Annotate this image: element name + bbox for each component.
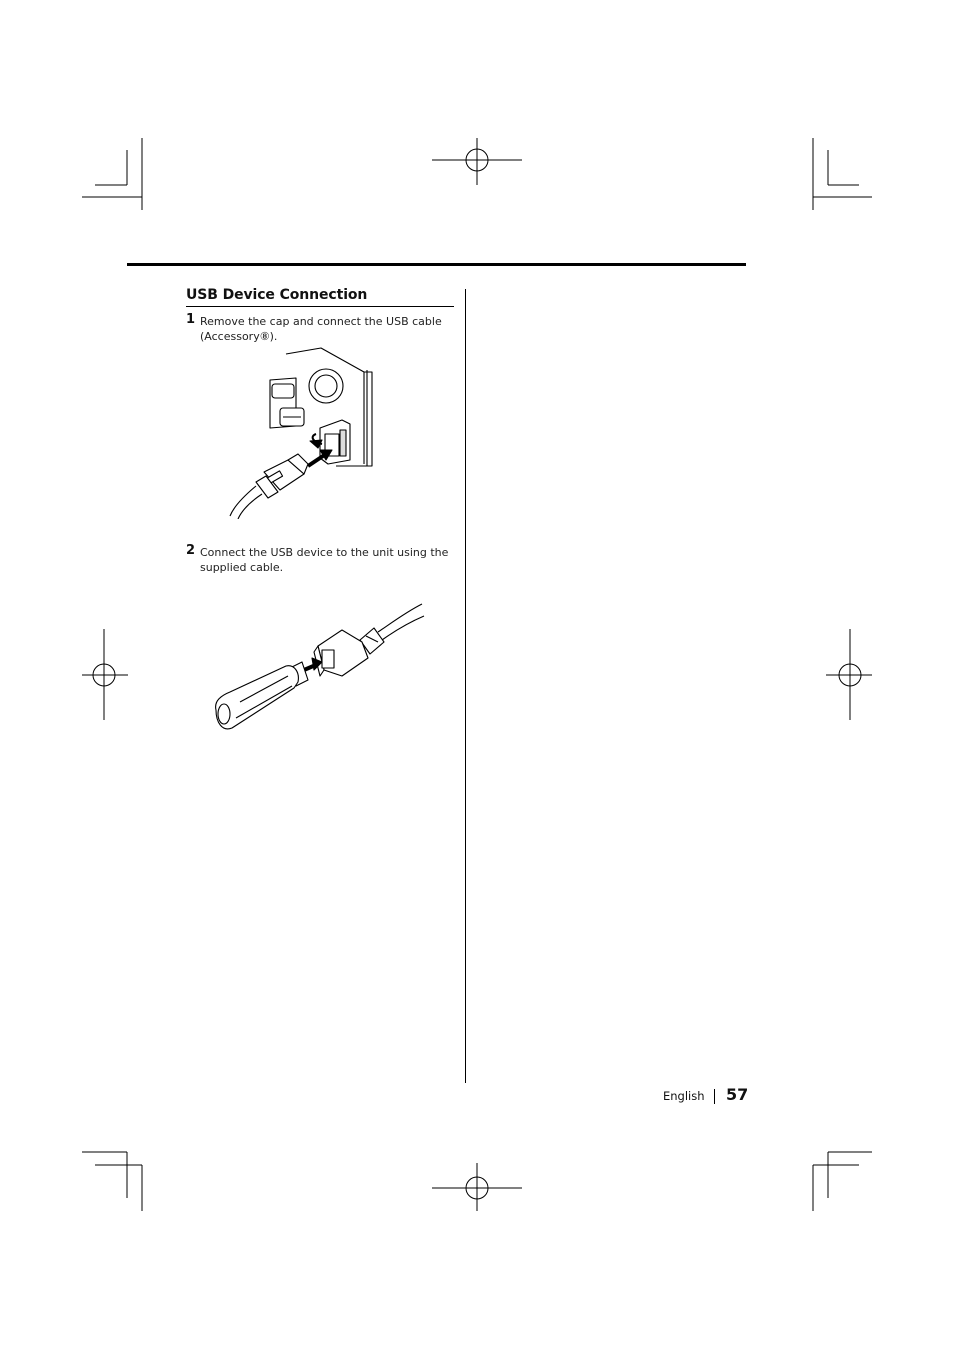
column-divider [465, 289, 466, 1083]
section-title: USB Device Connection [186, 287, 368, 303]
section-title-underline [186, 306, 454, 307]
step-number: 1 [186, 312, 196, 327]
step-number: 2 [186, 543, 196, 558]
usb-device-connection-illustration [210, 598, 426, 734]
footer-language: English [663, 1089, 705, 1103]
step-text: Remove the cap and connect the USB cable (Accessory⑧). [200, 315, 442, 343]
page-number: 57 [726, 1085, 749, 1104]
usb-cable-connection-illustration [226, 344, 406, 519]
step-text: Connect the USB device to the unit using the supplied cable. [200, 546, 449, 574]
header-rule [127, 263, 746, 266]
footer-separator [714, 1089, 715, 1104]
